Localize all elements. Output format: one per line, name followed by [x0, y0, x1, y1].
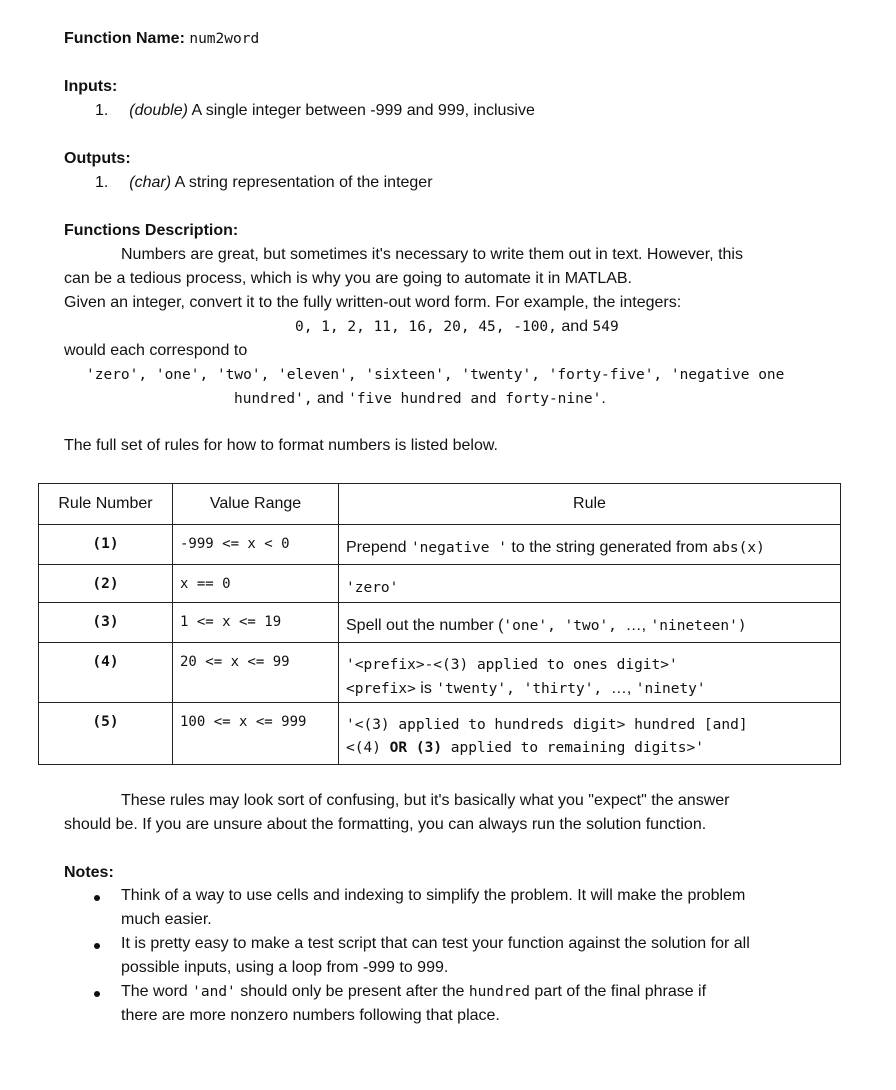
inputs-item: [95, 102, 535, 120]
value-range: x == 0: [173, 565, 339, 603]
table-row: [39, 643, 841, 703]
rule-code-part: applied to remaining digits>': [450, 740, 704, 756]
rule-text-part: …: [625, 617, 642, 634]
table-row: [39, 525, 841, 565]
rule-code-part: <prefix>: [346, 681, 416, 697]
example-integers-and: and: [556, 318, 593, 335]
note-1-line1: Think of a way to use cells and indexing to simplify the problem. It will make the problem: [121, 887, 746, 904]
note-2-line2: possible inputs, using a loop from -999 to 999.: [121, 959, 449, 976]
function-name-label: Function Name:: [64, 30, 185, 47]
rule-number: (3): [39, 603, 173, 643]
rule-text-part: ,: [626, 680, 636, 697]
header-rule-number: Rule Number: [39, 484, 173, 525]
outputs-item-text: A string representation of the integer: [171, 174, 433, 191]
inputs-item-type: (double): [129, 102, 188, 119]
note-1-line2: much easier.: [121, 911, 212, 928]
example-words-line2-a: hundred',: [234, 391, 313, 407]
function-name-value: num2word: [189, 31, 260, 47]
example-words-line2-and: and: [312, 390, 349, 407]
rule-number: (1): [39, 525, 173, 565]
rule-text: [339, 603, 841, 643]
description-p1-line2: can be a tedious process, which is why you are going to automate it in MATLAB.: [64, 270, 632, 287]
rules-intro: The full set of rules for how to format numbers is listed below.: [64, 437, 498, 454]
rule-text-part: ,: [641, 617, 651, 634]
table-row: [39, 703, 841, 765]
rule-code-line: '<prefix>-<(3) applied to ones digit>': [346, 657, 678, 673]
bullet-icon: [94, 991, 100, 997]
outputs-heading: Outputs:: [64, 150, 131, 167]
note-3-line2: there are more nonzero numbers following that place.: [121, 1007, 500, 1024]
rule-code-part: 'negative ': [410, 540, 507, 556]
inputs-item-number: 1.: [95, 102, 109, 119]
table-row: [39, 603, 841, 643]
rule-code-part: 'one', 'two',: [503, 618, 626, 634]
example-integers: [295, 318, 619, 336]
rule-text: [339, 525, 841, 565]
value-range: 20 <= x <= 99: [173, 643, 339, 703]
rule-code-part: 'twenty', 'thirty',: [436, 681, 611, 697]
example-words-line2-c: 'five hundred and forty-nine': [348, 391, 602, 407]
description-would: would each correspond to: [64, 342, 248, 359]
outputs-item-type: (char): [129, 174, 172, 191]
note-text-part: should only be present after the: [235, 983, 469, 1000]
bullet-icon: [94, 943, 100, 949]
rule-code-part: abs(x): [712, 540, 765, 556]
rule-text: [339, 643, 841, 703]
note-3-line1: [121, 983, 706, 1001]
description-p1-line1: Numbers are great, but sometimes it's necessary to write them out in text. However, this: [121, 246, 743, 263]
rule-number: (2): [39, 565, 173, 603]
rule-code-line: '<(3) applied to hundreds digit> hundred [and]: [346, 717, 748, 733]
header-value-range: Value Range: [173, 484, 339, 525]
header-rule: Rule: [339, 484, 841, 525]
rules-table-header-row: [39, 484, 841, 525]
example-words-line1: 'zero', 'one', 'two', 'eleven', 'sixteen', 'twenty', 'forty-five', 'negative one: [86, 367, 785, 383]
rule-code-part-bold: OR: [389, 740, 408, 756]
rule-text-part: to the string generated from: [506, 539, 713, 556]
rules-table: [38, 483, 841, 765]
rule-text-part: …: [610, 680, 627, 697]
rule-text-part: is: [415, 680, 437, 697]
rule-code-part-bold: (3): [407, 740, 451, 756]
outputs-item-number: 1.: [95, 174, 109, 191]
example-words-line2-period: .: [601, 390, 606, 407]
rule-code-part: 'ninety': [635, 681, 706, 697]
outputs-item: [95, 174, 433, 192]
value-range: 100 <= x <= 999: [173, 703, 339, 765]
table-row: [39, 565, 841, 603]
note-2-line1: It is pretty easy to make a test script that can test your function against the solution for all: [121, 935, 750, 952]
note-text-part: The word: [121, 983, 193, 1000]
notes-heading: Notes:: [64, 864, 114, 881]
rule-text-part: Prepend: [346, 539, 411, 556]
bullet-icon: [94, 895, 100, 901]
after-table-line2: should be. If you are unsure about the formatting, you can always run the solution function.: [64, 816, 707, 833]
rule-text: [339, 703, 841, 765]
rule-number: (5): [39, 703, 173, 765]
rule-number: (4): [39, 643, 173, 703]
function-name-line: [64, 30, 259, 48]
rule-code-part: 'nineteen'): [650, 618, 747, 634]
note-code-part: 'and': [192, 984, 236, 1000]
inputs-heading: Inputs:: [64, 78, 118, 95]
rule-text: [339, 565, 841, 603]
description-heading: Functions Description:: [64, 222, 239, 239]
note-code-part: hundred: [468, 984, 530, 1000]
note-text-part: part of the final phrase if: [529, 983, 707, 1000]
description-p2: Given an integer, convert it to the fully written-out word form. For example, the integers:: [64, 294, 682, 311]
example-integers-last: 549: [592, 319, 619, 335]
rule-code-part: 'zero': [346, 580, 399, 596]
rule-code-part: <(4): [346, 740, 390, 756]
after-table-line1: These rules may look sort of confusing, but it's basically what you "expect" the answer: [121, 792, 730, 809]
example-words-line2: [234, 390, 606, 408]
value-range: 1 <= x <= 19: [173, 603, 339, 643]
inputs-item-text: A single integer between -999 and 999, inclusive: [187, 102, 535, 119]
example-integers-list: 0, 1, 2, 11, 16, 20, 45, -100,: [295, 319, 557, 335]
rule-text-part: Spell out the number (: [346, 617, 504, 634]
value-range: -999 <= x < 0: [173, 525, 339, 565]
